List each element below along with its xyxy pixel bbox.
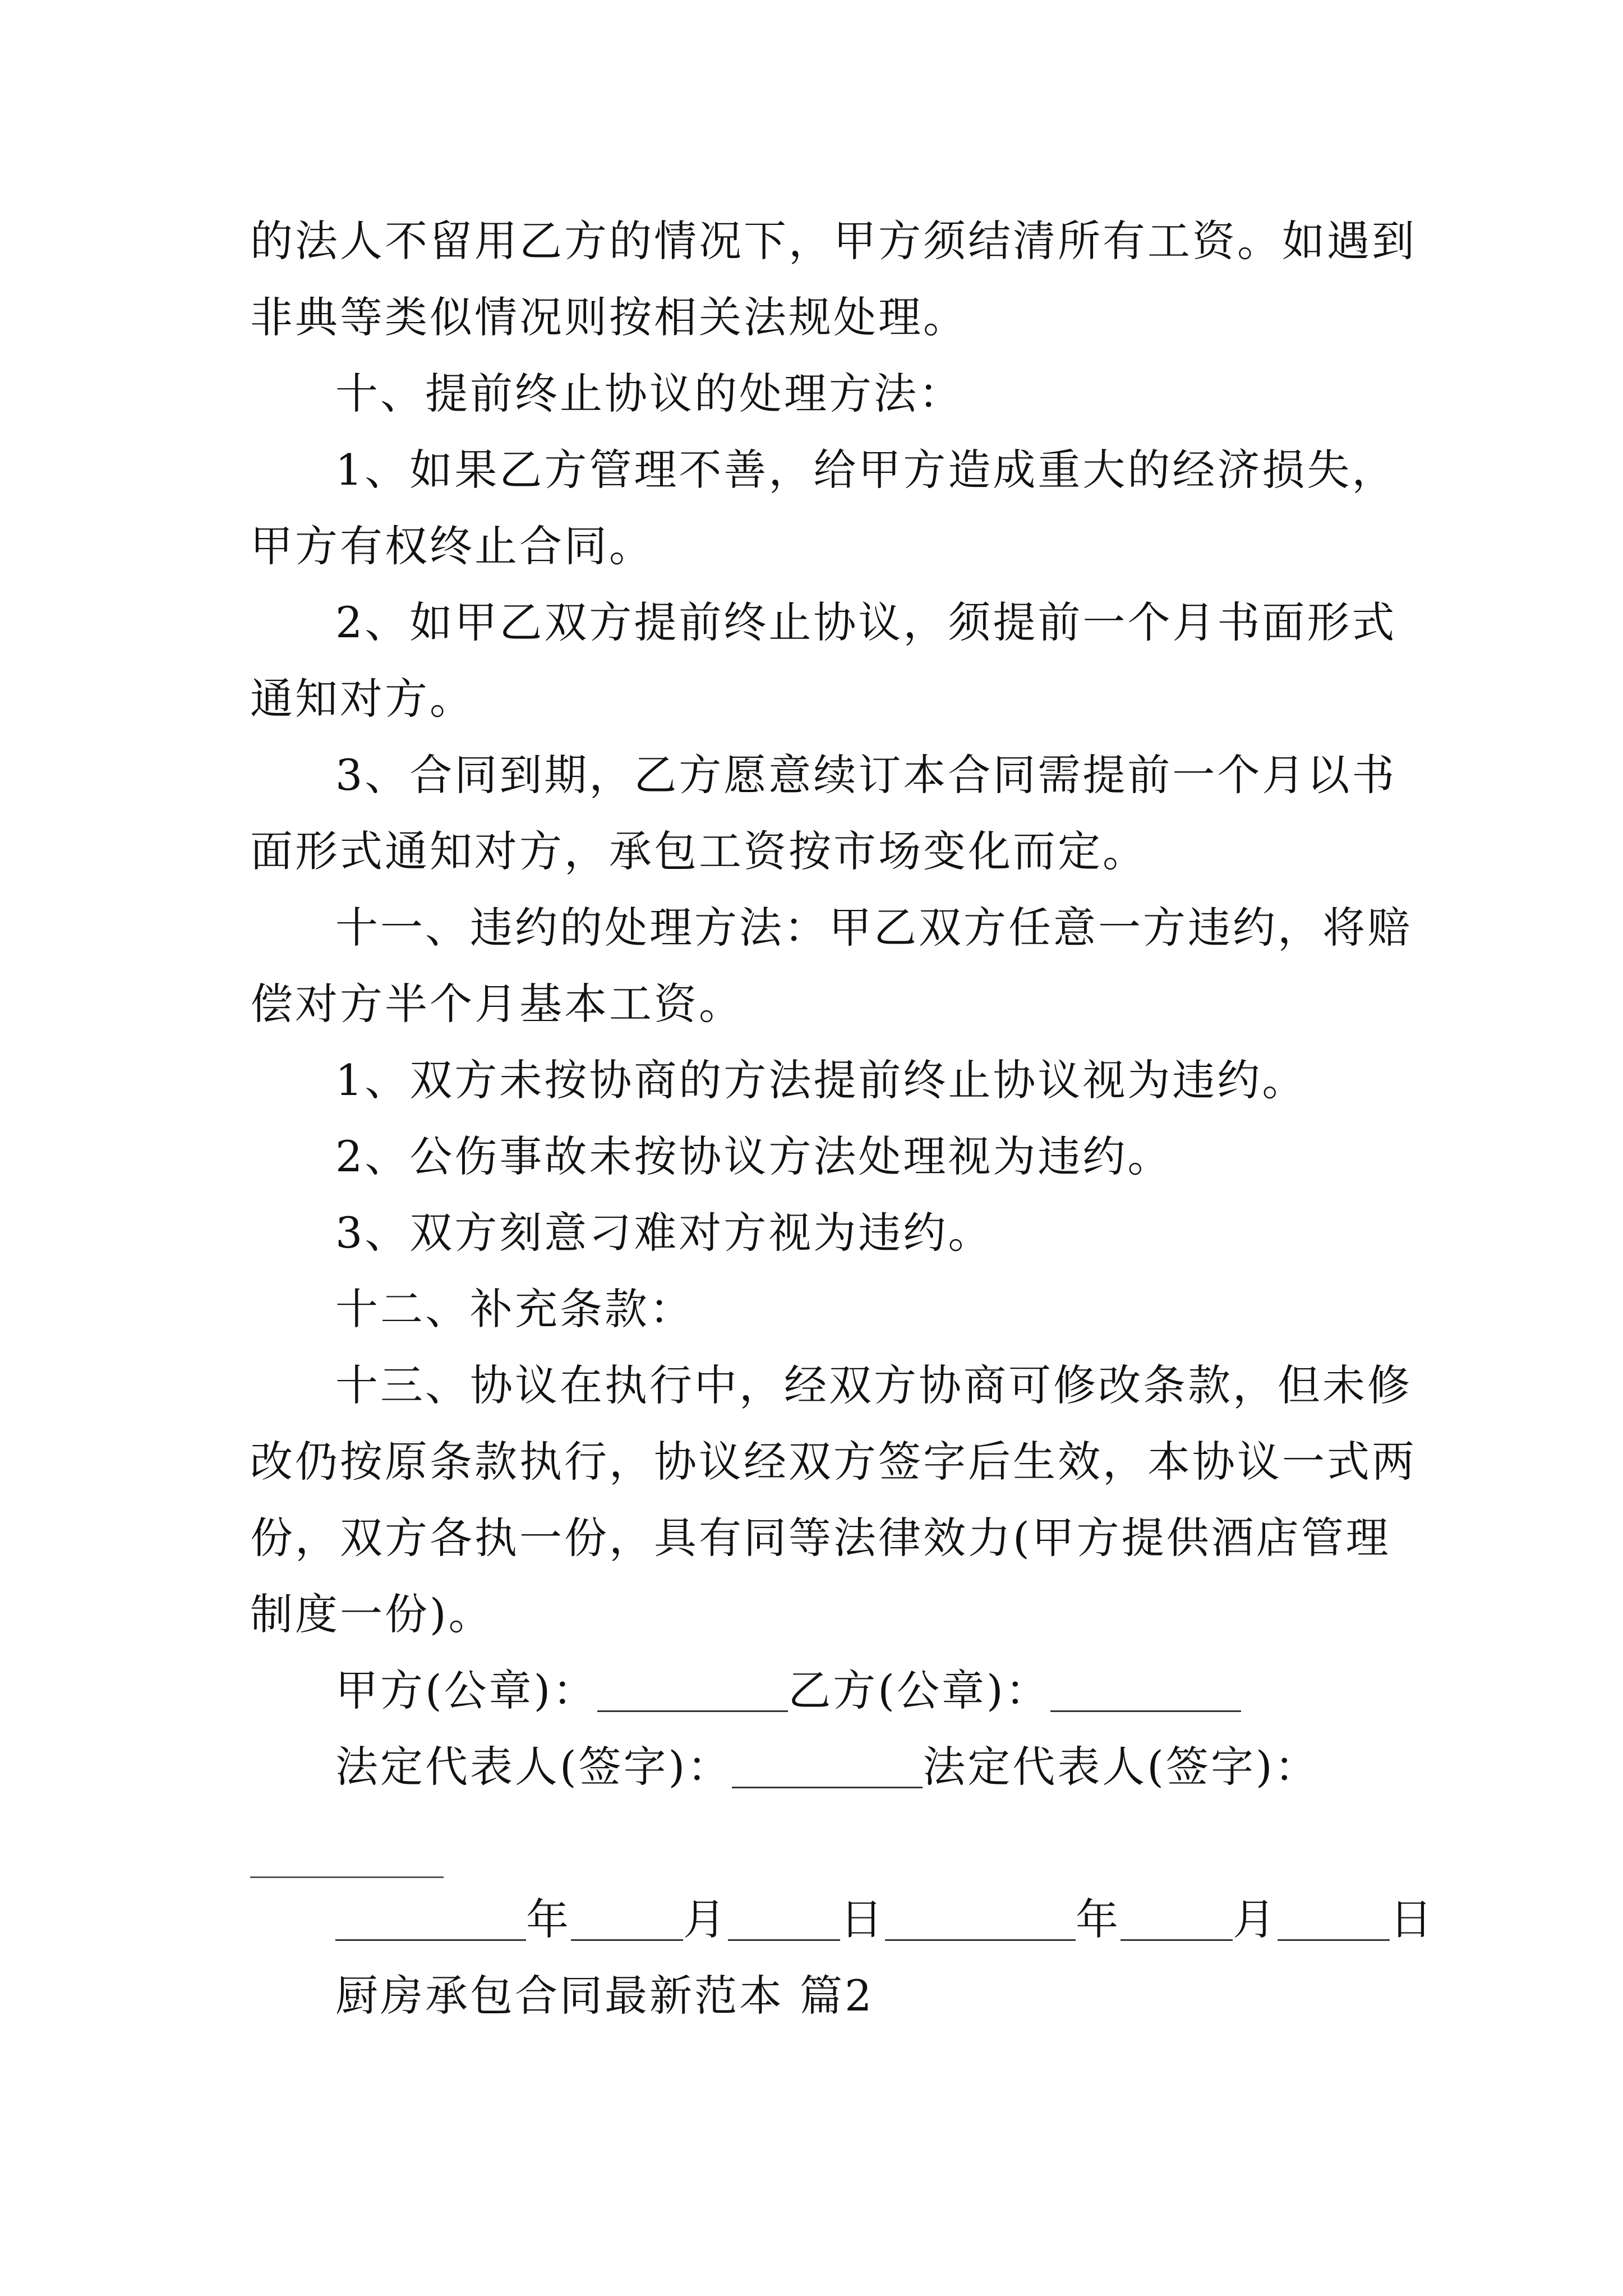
- paragraph-line: 制度一份)。: [250, 1589, 494, 1639]
- party-a-seal-label: 甲方(公章)：: [335, 1665, 598, 1715]
- section-heading-11: 十一、违约的处理方法：甲乙双方任意一方违约，将赔: [335, 903, 1412, 953]
- paragraph-line: 3、合同到期，乙方愿意续订本合同需提前一个月以书: [335, 750, 1397, 800]
- year-b-label: 年: [1076, 1894, 1121, 1944]
- section-heading-10: 十、提前终止协议的处理方法：: [335, 369, 963, 418]
- paragraph-line: 甲方有权终止合同。: [250, 521, 654, 571]
- year-b-blank: [885, 1900, 1076, 1941]
- paragraph-line: 1、双方未按协商的方法提前终止协议视为违约。: [335, 1055, 1307, 1105]
- seal-row: [335, 1665, 1241, 1715]
- year-a-blank: [335, 1900, 526, 1941]
- paragraph-line: 面形式通知对方，承包工资按市场变化而定。: [250, 826, 1147, 876]
- month-b-label: 月: [1233, 1894, 1278, 1944]
- paragraph-line: 偿对方半个月基本工资。: [250, 979, 744, 1029]
- party-b-rep-label: 法定代表人(签字)：: [923, 1742, 1320, 1792]
- next-section-title: 厨房承包合同最新范本 篇2: [335, 1971, 874, 2021]
- month-a-blank: [571, 1900, 683, 1941]
- month-b-blank: [1121, 1900, 1233, 1941]
- year-a-label: 年: [526, 1894, 571, 1944]
- paragraph-line: 通知对方。: [250, 674, 474, 724]
- date-row: [335, 1894, 1435, 1944]
- paragraph-line: 2、公伤事故未按协议方法处理视为违约。: [335, 1131, 1173, 1181]
- party-a-seal-blank: [597, 1671, 788, 1712]
- section-heading-12: 十二、补充条款：: [335, 1284, 694, 1334]
- party-b-seal-label: 乙方(公章)：: [788, 1665, 1050, 1715]
- party-a-rep-label: 法定代表人(签字)：: [335, 1742, 732, 1792]
- party-b-seal-blank: [1050, 1671, 1241, 1712]
- day-b-blank: [1278, 1900, 1390, 1941]
- paragraph-line: 1、如果乙方管理不善，给甲方造成重大的经济损失，: [335, 445, 1397, 495]
- representative-row: [335, 1742, 1320, 1792]
- paragraph-line: 改仍按原条款执行，协议经双方签字后生效，本协议一式两: [250, 1437, 1417, 1487]
- paragraph-line: 的法人不留用乙方的情况下，甲方须结清所有工资。如遇到: [250, 216, 1417, 266]
- paragraph-line: 3、双方刻意刁难对方视为违约。: [335, 1208, 993, 1258]
- party-a-rep-blank: [732, 1747, 923, 1788]
- day-b-label: 日: [1390, 1894, 1435, 1944]
- day-a-label: 日: [840, 1894, 885, 1944]
- month-a-label: 月: [683, 1894, 728, 1944]
- paragraph-line: 2、如甲乙双方提前终止协议，须提前一个月书面形式: [335, 597, 1397, 647]
- paragraph-line: 份，双方各执一份，具有同等法律效力(甲方提供酒店管理: [250, 1513, 1391, 1563]
- day-a-blank: [728, 1900, 840, 1941]
- section-heading-13: 十三、协议在执行中，经双方协商可修改条款，但未修: [335, 1360, 1412, 1410]
- party-b-rep-blank: [250, 1876, 444, 1878]
- paragraph-line: 非典等类似情况则按相关法规处理。: [250, 292, 968, 342]
